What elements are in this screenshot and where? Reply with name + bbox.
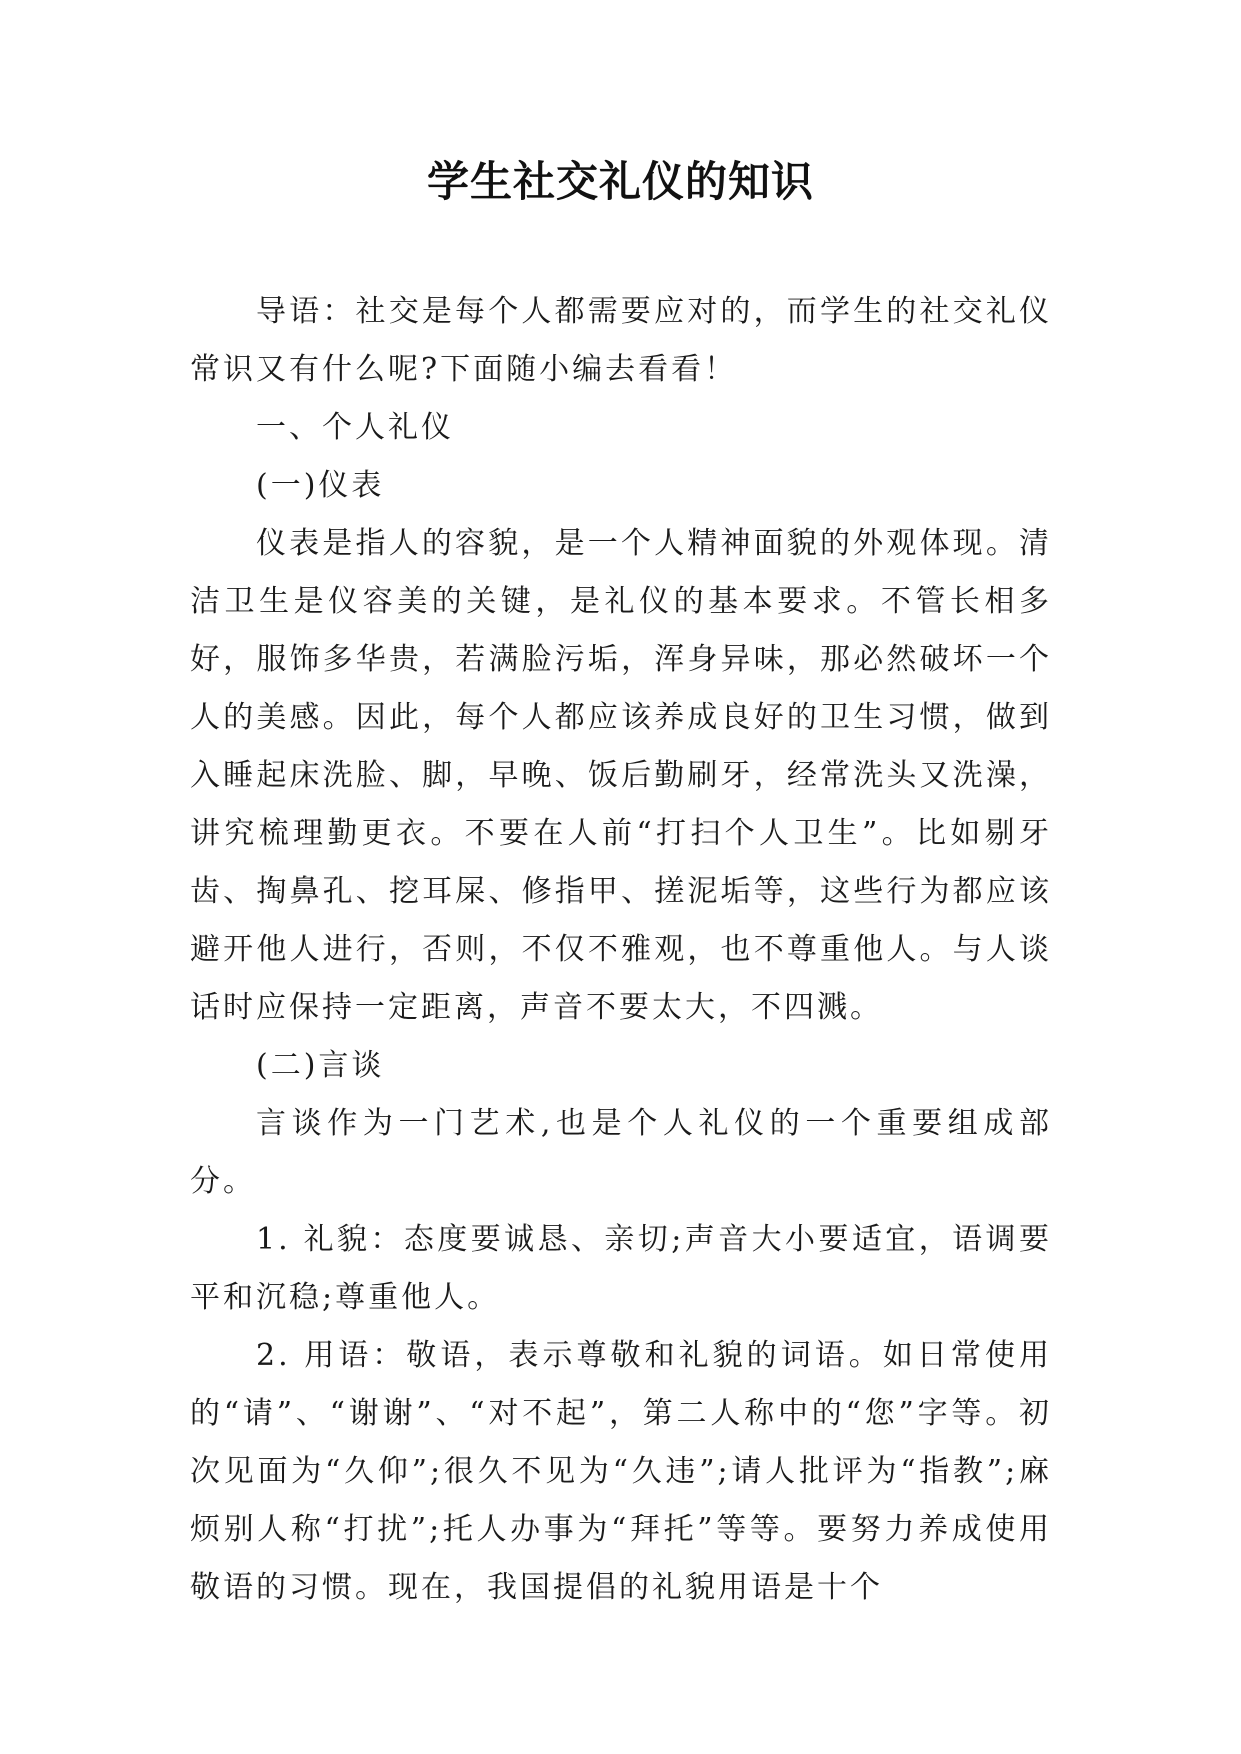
paragraph-speech: 言谈作为一门艺术,也是个人礼仪的一个重要组成部分。 <box>190 1106 1052 1199</box>
paragraph-appearance: 仪表是指人的容貌，是一个人精神面貌的外观体现。清洁卫生是仪容美的关键，是礼仪的基本要求。不管长相多好，服饰多华贵，若满脸污垢，浑身异味，那必然破坏一个人的美感。因此，每个人都应该养成良好的卫生习惯，做到入睡起床洗脸、脚，早晚、饭后勤刷牙，经常洗头又洗澡，讲究梳理勤更衣。不要在人前“打扫个人卫生”。比如剔牙齿、掏鼻孔、挖耳屎、修指甲、搓泥垢等，这些行为都应该避开他人进行，否则，不仅不雅观，也不尊重他人。与人谈话时应保持一定距离，声音不要太大，不四溅。 <box>190 526 1052 1025</box>
paragraph-courtesy: 1. 礼貌：态度要诚恳、亲切;声音大小要适宜，语调要平和沉稳;尊重他人。 <box>190 1222 1052 1315</box>
subsection-heading: (二)言谈 <box>256 1048 385 1083</box>
document-title: 学生社交礼仪的知识 <box>426 157 814 206</box>
document-body <box>190 283 1052 1617</box>
subsection-heading: (一)仪表 <box>256 468 385 503</box>
paragraph-wording: 2. 用语：敬语，表示尊敬和礼貌的词语。如日常使用的“请”、“谢谢”、“对不起”，第二人称中的“您”字等。初次见面为“久仰”;很久不见为“久违”;请人批评为“指教”;麻烦别人称“打扰”;托人办事为“拜托”等等。要努力养成使用敬语的习惯。现在，我国提倡的礼貌用语是十个 <box>190 1338 1052 1605</box>
section-heading: 一、个人礼仪 <box>256 410 454 445</box>
paragraph-intro: 导语：社交是每个人都需要应对的，而学生的社交礼仪常识又有什么呢?下面随小编去看看！ <box>190 294 1052 387</box>
